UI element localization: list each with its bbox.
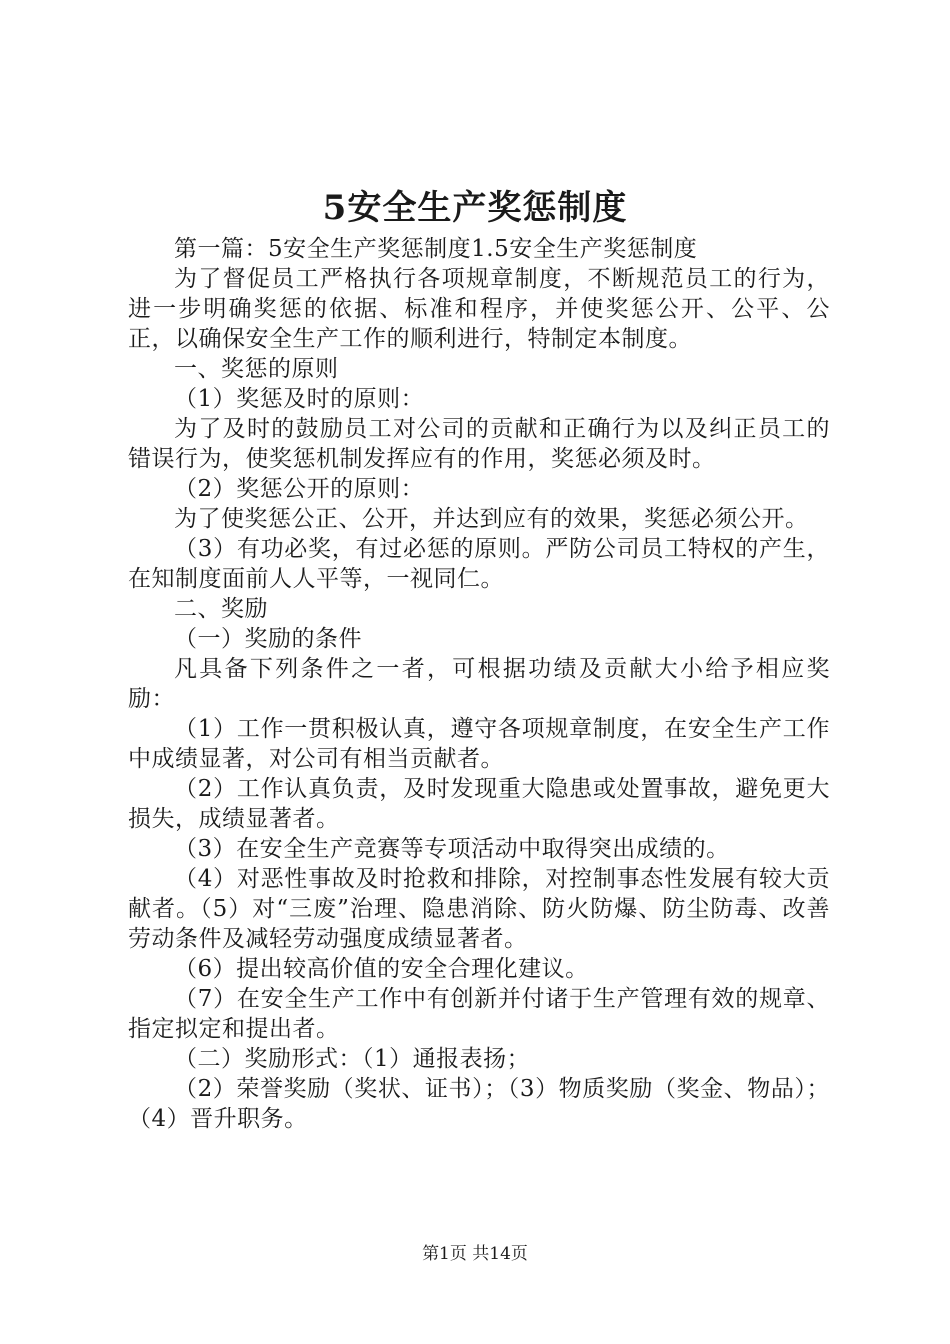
paragraph: （6）提出较高价值的安全合理化建议。 <box>174 956 589 982</box>
paragraph: （二）奖励形式：（1）通报表扬； <box>174 1046 531 1072</box>
document-title: 5安全生产奖惩制度 <box>322 188 628 228</box>
paragraph: （一）奖励的条件 <box>174 626 362 652</box>
paragraph: （2）荣誉奖励（奖状、证书）；（3）物质奖励（奖金、物品）；（4）晋升职务。 <box>128 1076 830 1132</box>
paragraph: （2）工作认真负责，及时发现重大隐患或处置事故，避免更大损失，成绩显著者。 <box>128 776 830 832</box>
paragraph: 第一篇：5安全生产奖惩制度1.5安全生产奖惩制度 <box>174 236 698 262</box>
paragraph: （2）奖惩公开的原则： <box>174 476 425 502</box>
section-heading: 二、奖励 <box>174 596 268 622</box>
paragraph: 凡具备下列条件之一者，可根据功绩及贡献大小给予相应奖励： <box>128 656 830 712</box>
paragraph: （3）有功必奖，有过必惩的原则。严防公司员工特权的产生，在知制度面前人人平等，一视同仁。 <box>128 536 830 592</box>
page-number-footer: 第1页 共14页 <box>422 1244 528 1264</box>
paragraph: 为了督促员工严格执行各项规章制度，不断规范员工的行为，进一步明确奖惩的依据、标准和程序，并使奖惩公开、公平、公正，以确保安全生产工作的顺利进行，特制定本制度。 <box>128 266 830 352</box>
paragraph: 为了使奖惩公正、公开，并达到应有的效果，奖惩必须公开。 <box>174 506 809 532</box>
paragraph: （1）工作一贯积极认真，遵守各项规章制度，在安全生产工作中成绩显著，对公司有相当贡献者。 <box>128 716 830 772</box>
paragraph: （7）在安全生产工作中有创新并付诸于生产管理有效的规章、指定拟定和提出者。 <box>128 986 830 1042</box>
paragraph: 为了及时的鼓励员工对公司的贡献和正确行为以及纠正员工的错误行为，使奖惩机制发挥应有的作用，奖惩必须及时。 <box>128 416 830 472</box>
section-heading: 一、奖惩的原则 <box>174 356 339 382</box>
document-body <box>128 234 830 1134</box>
paragraph: （1）奖惩及时的原则： <box>174 386 425 412</box>
paragraph: （3）在安全生产竞赛等专项活动中取得突出成绩的。 <box>174 836 730 862</box>
paragraph: （4）对恶性事故及时抢救和排除，对控制事态性发展有较大贡献者。（5）对“三废”治理、隐患消除、防火防爆、防尘防毒、改善劳动条件及减轻劳动强度成绩显著者。 <box>128 866 830 952</box>
